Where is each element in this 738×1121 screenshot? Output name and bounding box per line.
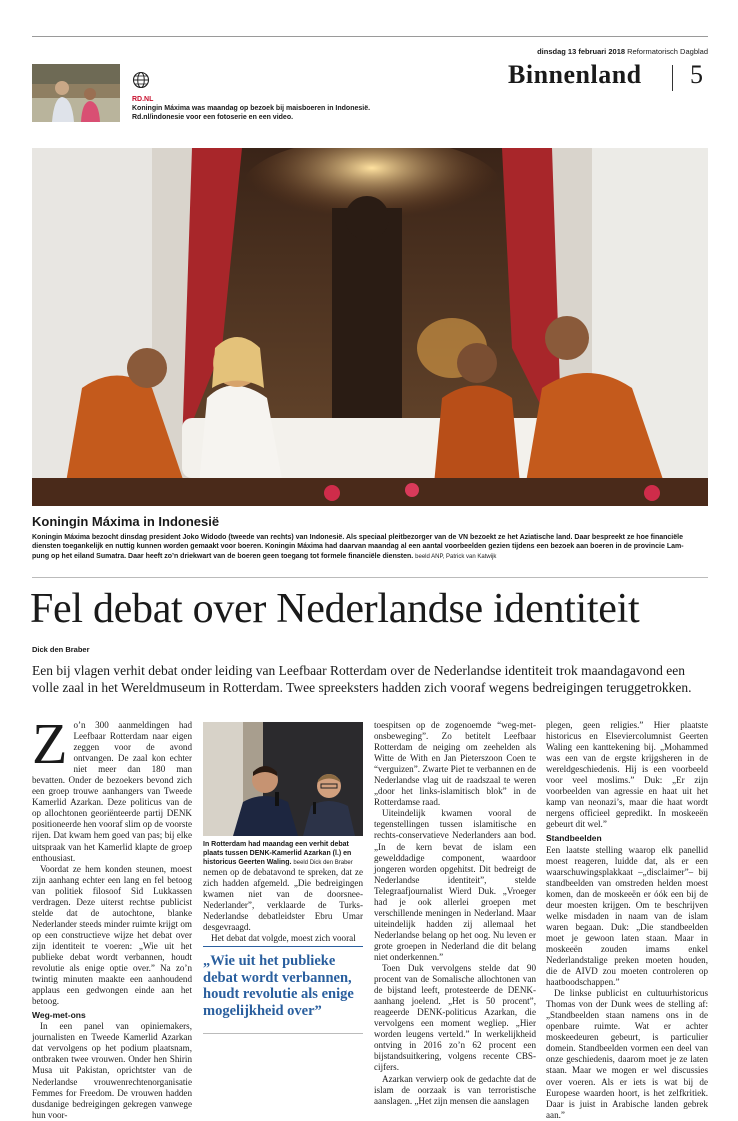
main-photo: [32, 148, 708, 506]
article-lead: Een bij vlagen verhit debat onder leiding van Leefbaar Rotterdam over de Nederlandse identiteit trok maandagavond een volle zaal in het Wereldmuseum in Rotterdam. Twee spreeksters hadden zich vooraf wegens bedreigingen teruggetrokken.: [32, 663, 692, 695]
photo-caption-title: Koningin Máxima in Indonesië: [32, 514, 220, 529]
promo-line-1: Koningin Máxima was maandag op bezoek bij maisboeren in Indonesië.: [132, 105, 371, 112]
dateline: [440, 47, 708, 56]
main-photo-image: [32, 148, 708, 506]
paragraph: Toen Duk vervolgens stelde dat 90 procent van de Somalische allochtonen van de bijstand leeft, protesteerde de DENK-aanhang joelend. „Het is 50 procent”, reageerde DENK-politicus Azarkan, die vervolgens een moment wegliep. „Hier worden leugens verteld.” In werkelijkheid ontving in 2016 zo’n 62 procent een bijstandsuitkering, volgens recente CBS-cijfers.: [374, 963, 536, 1073]
paper-name: Reformatorisch Dagblad: [627, 47, 708, 56]
drop-cap: Z: [32, 711, 68, 776]
paragraph: Het debat dat volgde, moest zich vooral: [211, 933, 356, 944]
paragraph: plegen, geen religies.” Hier plaatste historicus en Elseviercolumnist Geerten Waling een kanttekening bij. „Mohammed was een van de ergste krijgsheren in de wereldgeschiedenis. Hij is een voorbeeld voor veel moslims.” Duk: „Er zijn voorbeelden van agressie en haat uit het kamp van neonazi’s, maar die haat wordt nergens officieel gepredikt. In moskeeën gebeurt dit wel.”: [546, 720, 708, 830]
column-2: [203, 867, 363, 944]
subheading: Weg-met-ons: [32, 1010, 86, 1021]
page-number: 5: [690, 60, 703, 89]
paragraph: nemen op de debatavond te spreken, dat ze zich hadden afgemeld. „Die bedreigingen kwamen niet van de doorsnee-Nederlander”, verklaarde de Turks-Nederlandse debatleidster Ebru Umar desgevraagd.: [203, 867, 363, 933]
paragraph: Voordat ze hem konden steunen, moest zijn aanhang echter een lang en fel betoog van politiek filosoof Sid Lukkassen verdragen. Deze uiterst rechtse publicist stelde dat de autochtone, blanke Nederlander steeds minder ruimte krijgt om op een constructieve wijze het debat over zijn identiteit te voeren: „Wie uit het publieke debat wordt verbannen, houdt revolutie als enige optie over.” Na zo’n twintig minuten maakte een aanhoudend applaus een gedwongen einde aan het betoog.: [32, 863, 192, 1007]
column-4: [546, 720, 708, 1121]
promo-text: [132, 104, 432, 122]
article-headline: Fel debat over Nederlandse identiteit: [30, 586, 640, 632]
caption-line-2: diensten toegankelijk en nuttig kunnen worden gemaakt voor boeren. Koningin Máxima had daarvan maandag al een aantal voorbeelden gezien tijdens een bezoek aan boeren in de provincie Lam-: [32, 543, 684, 551]
quote-rule-bottom: [203, 1033, 363, 1034]
caption-line-1: Koningin Máxima bezocht dinsdag president Joko Widodo (tweede van rechts) van Indonesië. Als speciaal pleitbezorger van de VN bezoekt ze het Aziatische land. Daar bespreekt ze hoe financiële: [32, 534, 683, 541]
inline-photo-credit: beeld Dick den Braber: [293, 860, 353, 866]
thumbnail-image: [32, 64, 120, 122]
top-rule: [32, 36, 708, 37]
paragraph: Azarkan verwierp ook de gedachte dat de islam de oorzaak is van terroristische aanslagen. „Het zijn mensen die aanslagen: [374, 1073, 536, 1106]
promo-thumbnail[interactable]: [32, 64, 120, 122]
photo-caption: [32, 533, 708, 562]
quote-rule-top: [203, 946, 363, 947]
paragraph: [32, 711, 192, 864]
paragraph: Uiteindelijk kwamen vooral de tegenstellingen tussen islamitische en rechts-conservatieve Nederlanders aan bod. „In de kern bevat de islam een gewelddadige component, waardoor jongeren worden opgehitst. Dit bedreigt de Nederlandse identiteit”, stelde Telegraafjournalist Wierd Duk. „Vroeger had je ook allerlei groepen met verschillende meningen in Nederland. Maar uiteindelijk hadden zij allemaal het Nederlandse belang op het oog. Nu leven er grote groepen in Nederland die dit belang niet onderkennen.”: [374, 808, 536, 962]
subheading: Standbeelden: [546, 833, 602, 844]
section-title: Binnenland: [508, 60, 642, 89]
column-1: [32, 711, 192, 1121]
column-3: [374, 720, 536, 1107]
paragraph: Een laatste stelling waarop elk panellid moest reageren, luidde dat, als er een waarschuwingsplakkaat –„disclaimer”– bij standbeelden van omstreden helden moest komen, dan de moskeeën er óók een bij de deur moesten krijgen. Om te beschrijven welke misdaden in naam van de islam waren begaan. Duk: „Die standbeelden moet je gewoon laten staan. Maar in moskeeën zouden imams enkel Nederlandstalige preken moeten houden, die de AIVD zou moeten controleren op haatboodschappen.”: [546, 844, 708, 988]
inline-photo-caption: [203, 840, 363, 868]
caption-rule: [32, 577, 708, 578]
inline-photo: [203, 722, 363, 836]
pull-quote: „Wie uit het publieke debat wordt verbannen, houdt revolutie als enige mogelijkheid over”: [203, 953, 354, 1019]
paragraph: toespitsen op de zogenoemde “weg-met-onsbeweging”. Zo betitelt Leefbaar Rotterdam de neiging om zeehelden als Witte de With en Jan Pieterszoon Coen te “verguizen”. Zwarte Piet te verbannen en de Nederlandse vlag uit de raadszaal te weren „door het links-islamitisch blok” in de Rotterdamse raad.: [374, 720, 536, 808]
caption-line-3: [32, 552, 708, 562]
section-divider: [672, 65, 673, 91]
promo-link[interactable]: Rd.nl/indonesie voor een fotoserie en een video.: [132, 114, 294, 121]
inline-photo-image: [203, 722, 363, 836]
paragraph-text: o’n 300 aanmeldingen had Leefbaar Rotterdam naar eigen zeggen voor de avond ontvangen. De zaal kon echter niet meer dan 180 man bevatten. Onder de bezoekers bevond zich een groep trouwe aanhangers van Tweede Kamerlid Azarkan. Deze politicus van de op allochtonen georiënteerde partij DENK positioneerde hen vooraf slim op de voorste rijen. Dat kwam hem goed van pas; bij elke uitspraak van het Kamerlid klapte de groep enthousiast.: [32, 720, 192, 863]
inline-caption-text: In Rotterdam had maandag een verhit debat plaats tussen DENK-Kamerlid Azarkan (l.) en historicus Geerten Waling.: [203, 841, 352, 866]
byline: Dick den Braber: [32, 645, 90, 654]
paragraph: De linkse publicist en cultuurhistoricus Thomas von der Dunk wees de stelling af: „Standbeelden staan namens ons in de openbare ruimte. Wat er achter moskeedeuren gebeurt, is particulier domein. Standbeelden vormen een deel van onze geschiedenis, daarom moet je ze laten staan. Maar we mogen er wel discussies over voeren. Als er iets is wat bij de Europese waarden hoort, is het zelfkritiek. Daar is juist in Arabische landen gebrek aan.”: [546, 988, 708, 1120]
issue-date: dinsdag 13 februari 2018: [537, 47, 626, 56]
photo-credit: beeld ANP, Patrick van Katwijk: [415, 553, 497, 560]
promo-tag[interactable]: RD.NL: [132, 96, 154, 103]
globe-icon: [132, 71, 150, 89]
caption-text-3: pung op het eiland Sumatra. Daar heeft zo’n driekwart van de boeren geen toegang tot formele financiële diensten.: [32, 552, 414, 560]
paragraph: In een panel van opiniemakers, journalisten en Tweede Kamerlid Azarkan dat vervolgens op het podium plaatsnam, ontbraken twee vrouwen. Onder hen Shirin Musa uit Pakistan, oprichtster van de Nederlandse vrouwenrechtenorganisatie Femmes for Freedom. De vrouwen hadden dusdanige bedreigingen gekregen vanwege hun voor-: [32, 1021, 192, 1120]
